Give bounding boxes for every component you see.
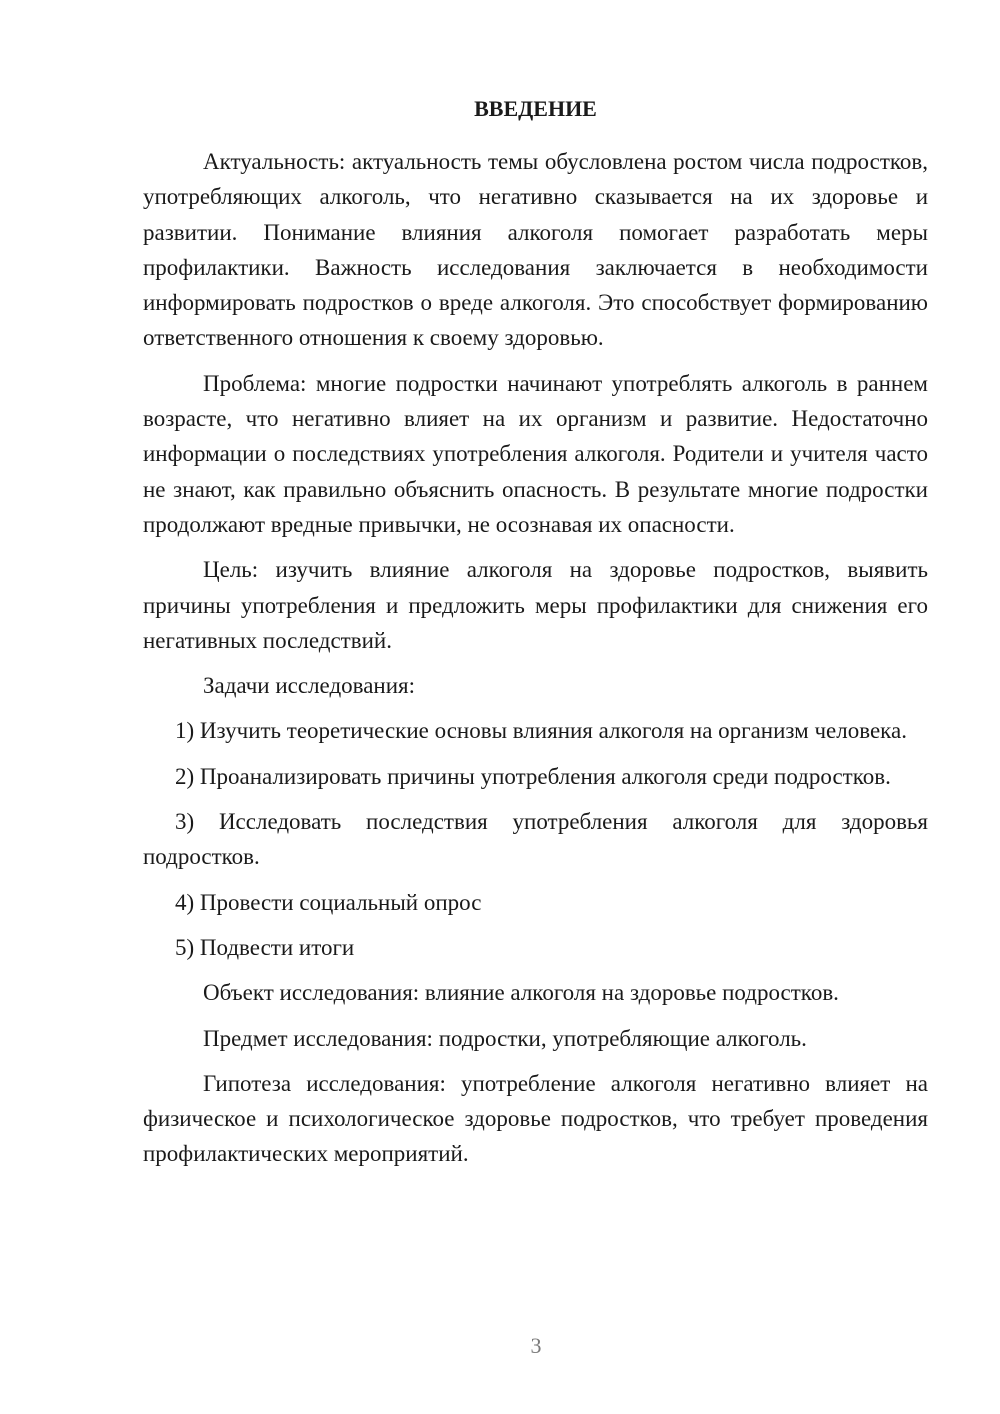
goal-paragraph: Цель: изучить влияние алкоголя на здоровье подростков, выявить причины употребления и предложить меры профилактики для снижения его негативных последствий. (143, 557, 928, 653)
list-item: 5) Подвести итоги (175, 934, 355, 960)
relevance-paragraph: Актуальность: актуальность темы обусловлена ростом числа подростков, употребляющих алкоголь, что негативно сказывается на их здоровье и развитии. Понимание влияния алкоголя помогает разработать меры профилактики. Важность исследования заключается в необходимости информировать подростков о вреде алкоголя. Это способствует формированию ответственного отношения к своему здоровью. (143, 149, 928, 351)
list-item: 3) Исследовать последствия употребления алкоголя для здоровья подростков. (143, 809, 928, 870)
tasks-list (143, 713, 928, 965)
page-number: 3 (530, 1333, 542, 1358)
problem-paragraph: Проблема: многие подростки начинают употреблять алкоголь в раннем возрасте, что негативно влияет на их организм и развитие. Недостаточно информации о последствиях употребления алкоголя. Родители и учителя часто не знают, как правильно объяснить опасность. В результате многие подростки продолжают вредные привычки, не осознавая их опасности. (143, 370, 928, 537)
object-paragraph: Объект исследования: влияние алкоголя на здоровье подростков. (203, 980, 839, 1006)
page-content (143, 94, 928, 1172)
hypothesis-paragraph: Гипотеза исследования: употребление алкоголя негативно влияет на физическое и психологическое здоровье подростков, что требует проведения профилактических мероприятий. (143, 1070, 928, 1167)
subject-paragraph: Предмет исследования: подростки, употребляющие алкоголь. (203, 1025, 807, 1051)
tasks-heading: Задачи исследования: (203, 673, 416, 699)
list-item: 2) Проанализировать причины употребления алкоголя среди подростков. (175, 763, 891, 789)
list-item: 1) Изучить теоретические основы влияния алкоголя на организм человека. (175, 718, 907, 744)
list-item: 4) Провести социальный опрос (175, 889, 482, 915)
page-title: ВВЕДЕНИЕ (474, 96, 597, 121)
